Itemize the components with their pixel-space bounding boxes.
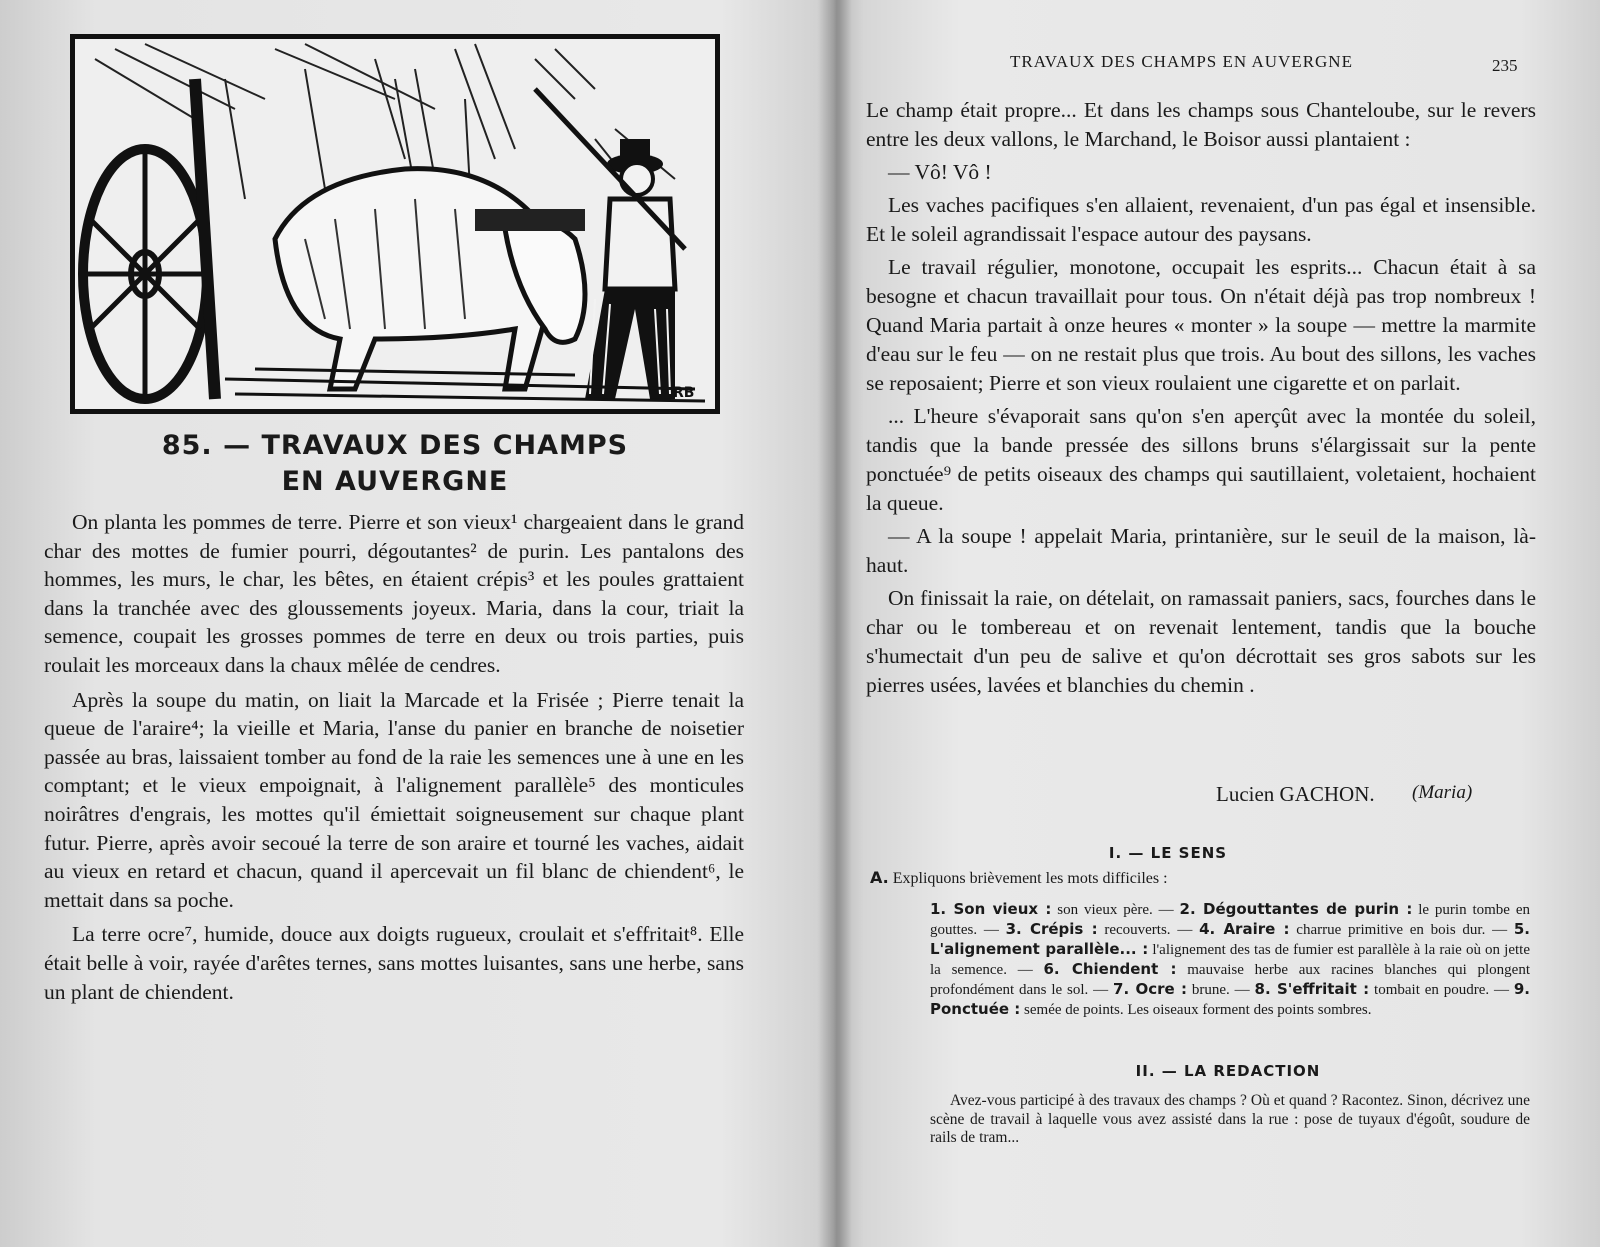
explanation-intro bbox=[870, 868, 1168, 888]
glossary-term: 2. Dégouttantes de purin : bbox=[1179, 900, 1413, 918]
redaction-prompt: Avez-vous participé à des travaux des champs ? Où et quand ? Racontez. Sinon, décrivez une scène de travail à laquelle vous avez assisté dans la rue : pose de tuyaux d'égoût, soudure de rails de tram... bbox=[930, 1092, 1530, 1146]
paragraph: — A la soupe ! appelait Maria, printanière, sur le seuil de la maison, là-haut. bbox=[866, 524, 1536, 577]
paragraph: ... L'heure s'évaporait sans qu'on s'en aperçût avec la montée du soleil, tandis que la bande pressée des sillons bruns s'élargissait sur la pente ponctuée⁹ de petits oiseaux des champs qui sautillaient, voletaient, hochaient la queue. bbox=[866, 404, 1536, 515]
illustrator-signature: RB bbox=[673, 385, 695, 401]
running-head: TRAVAUX DES CHAMPS EN AUVERGNE bbox=[1010, 52, 1353, 71]
glossary-term: 5. L'alignement parallèle... : bbox=[930, 920, 1530, 958]
glossary-def: tombait en poudre. — bbox=[1374, 982, 1514, 998]
glossary-term: 3. Crépis : bbox=[1005, 920, 1098, 938]
paragraph: Les vaches pacifiques s'en allaient, revenaient, d'un pas égal et insensible. Et le soleil agrandissait l'espace autour des paysans. bbox=[866, 193, 1536, 246]
right-page-text bbox=[866, 96, 1536, 704]
paragraph: — Vô! Vô ! bbox=[888, 160, 992, 184]
paragraph: Le travail régulier, monotone, occupait les esprits... Chacun était à sa besogne et chacun travaillait pour tous. On n'était déjà pas trop nombreux ! Quand Maria partait à onze heures « monter » la soupe — mettre la marmite d'eau sur le feu — on ne restait plus que trois. Au bout des sillons, les vaches se reposaient; Pierre et son vieux roulaient une cigarette et on parlait. bbox=[866, 255, 1536, 395]
page-number: 235 bbox=[1492, 56, 1518, 75]
section-heading-redaction: II. — LA REDACTION bbox=[1135, 1062, 1321, 1080]
glossary-def: brune. — bbox=[1191, 982, 1255, 998]
glossary-term: 9. Ponctuée : bbox=[930, 980, 1531, 1018]
paragraph: Après la soupe du matin, on liait la Marcade et la Frisée ; Pierre tenait la queue de l'araire⁴; la vieille et Maria, l'anse du panier en branche de noisetier passée au bras, laissaient tomber au fond de la raie les semences une à une en les comptant; et le vieux empoignait, à l'alignement parallèle⁵ des monticules noirâtres d'engrais, les mottes qu'il émiettait soigneusement sur chaque plant futur. Pierre, après avoir secoué la terre de son araire et tourné les vaches, aidait au vieux en retard et chacun, quand il apercevait un fil blanc de chiendent⁶, le mettait dans sa poche. bbox=[44, 687, 744, 912]
source-title: (Maria) bbox=[1412, 782, 1473, 803]
glossary bbox=[930, 900, 1530, 1020]
glossary-term: 4. Araire : bbox=[1199, 920, 1290, 938]
glossary-term: 1. Son vieux : bbox=[930, 900, 1052, 918]
exercise-label: A. bbox=[870, 868, 889, 887]
paragraph: La terre ocre⁷, humide, douce aux doigts rugueux, croulait et s'effritait⁸. Elle était belle à voir, rayée d'arêtes ternes, sans mottes luisantes, sans une herbe, sans un plant de chiendent. bbox=[44, 922, 744, 1004]
glossary-def: charrue primitive en bois dur. — bbox=[1296, 922, 1514, 938]
glossary-term: 8. S'effritait : bbox=[1254, 980, 1370, 998]
paragraph: On planta les pommes de terre. Pierre et son vieux¹ chargeaient dans le grand char des mottes de fumier pourri, dégoutantes² de purin. Les pantalons des hommes, les murs, le char, les bêtes, en étaient crépis³ et les poules grattaient dans la tranchée avec des gloussements joyeux. Maria, dans la cour, triait la semence, coupait les grosses pommes de terre en deux ou trois parties, puis roulait les morceaux dans la chaux mêlée de cendres. bbox=[44, 510, 744, 677]
left-page-text bbox=[44, 508, 744, 1012]
glossary-def: l'alignement des tas de fumier est parallèle à la raie où on jette la semence. — bbox=[930, 942, 1530, 978]
glossary-def: recouverts. — bbox=[1104, 922, 1200, 938]
glossary-def: mauvaise herbe aux racines blanches qui plongent profondément dans le sol. — bbox=[930, 962, 1530, 998]
glossary-term: 7. Ocre : bbox=[1113, 980, 1188, 998]
glossary-def: son vieux père. — bbox=[1057, 902, 1180, 918]
paragraph: On finissait la raie, on dételait, on ramassait paniers, sacs, fourches dans le char ou le tombereau et on revenait lentement, tandis que la bouche s'humectait d'un peu de salive et qu'on décrottait ses gros sabots sur les pierres usées, lavées et blanchies du chemin . bbox=[866, 586, 1536, 697]
author-name: Lucien GACHON. bbox=[1216, 782, 1375, 806]
woodcut-illustration bbox=[70, 34, 720, 414]
oxen-cart-farmer-image bbox=[75, 39, 715, 409]
exercise-instruction: Expliquons brièvement les mots difficiles : bbox=[892, 870, 1168, 887]
glossary-def: semée de points. Les oiseaux forment des points sombres. bbox=[1024, 1002, 1372, 1018]
glossary-term: 6. Chiendent : bbox=[1043, 960, 1177, 978]
chapter-title bbox=[80, 428, 710, 500]
chapter-title-line1: 85. — TRAVAUX DES CHAMPS bbox=[161, 430, 629, 461]
paragraph: Le champ était propre... Et dans les champs sous Chanteloube, sur le revers entre les deux vallons, le Marchand, le Boisor aussi plantaient : bbox=[866, 98, 1536, 151]
chapter-title-line2: EN AUVERGNE bbox=[281, 466, 509, 497]
book-gutter bbox=[818, 0, 852, 1247]
glossary-def: le purin tombe en gouttes. — bbox=[930, 902, 1530, 938]
section-heading-sens: I. — LE SENS bbox=[1108, 844, 1228, 862]
